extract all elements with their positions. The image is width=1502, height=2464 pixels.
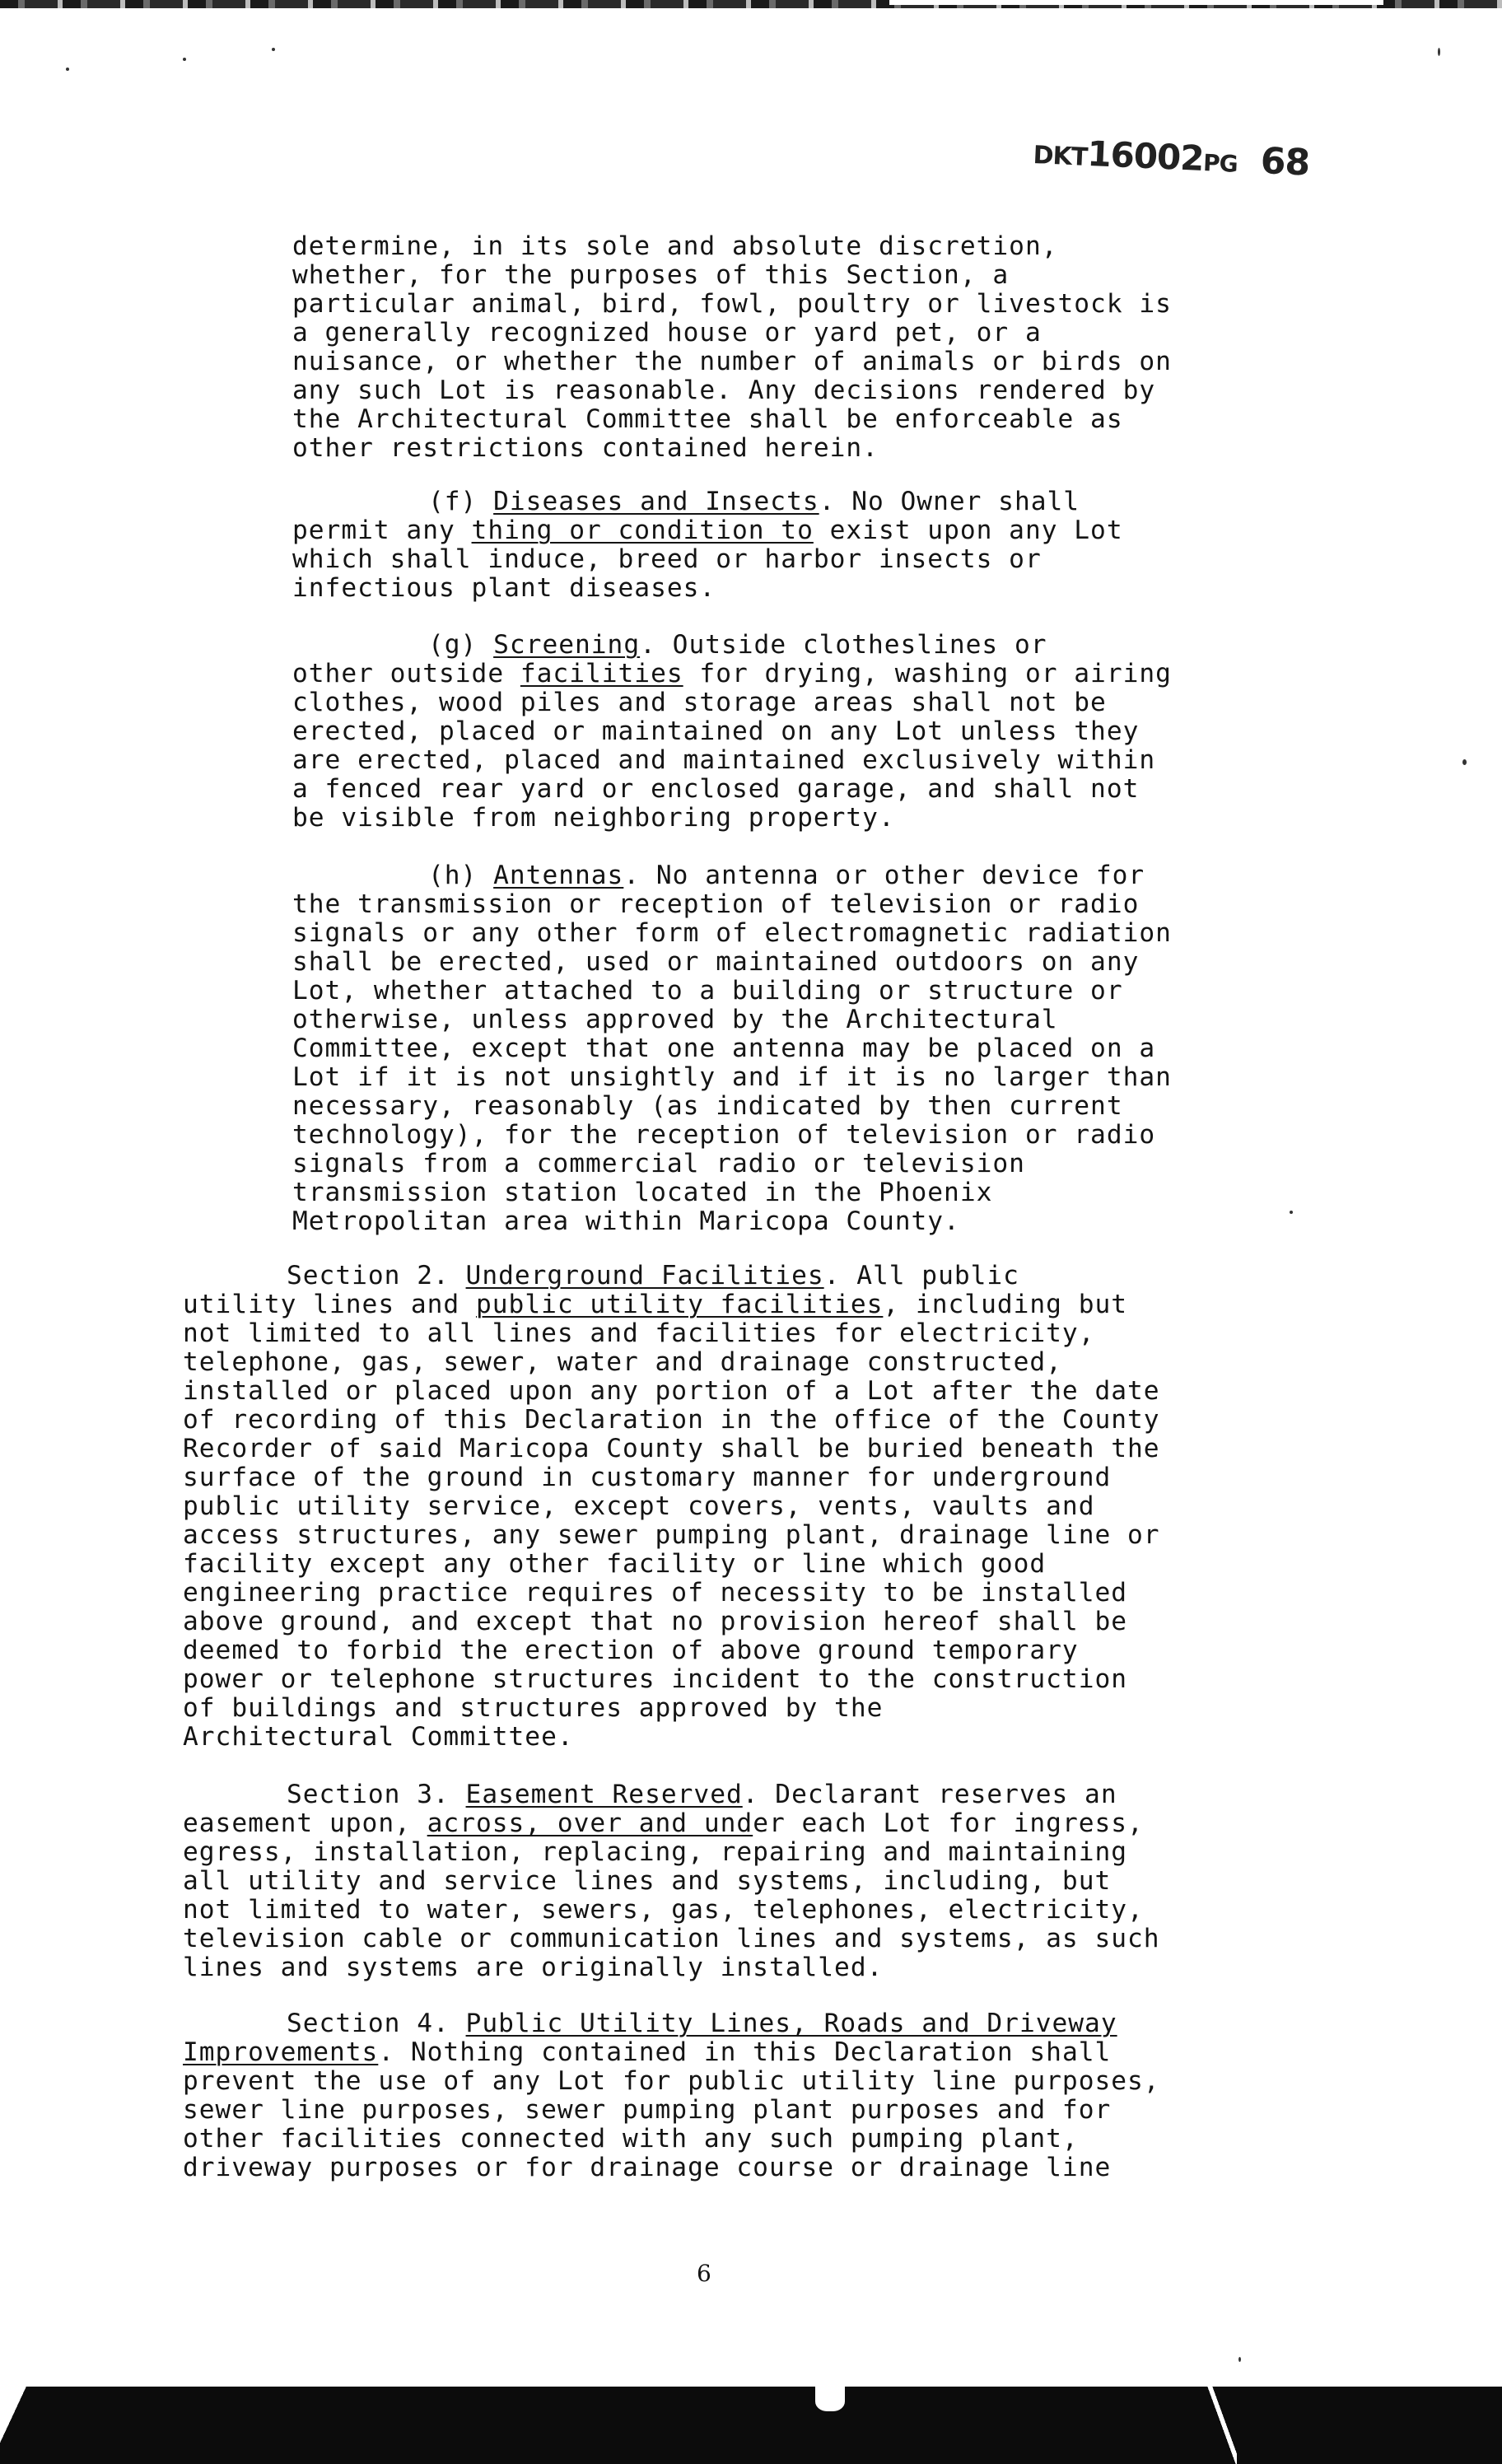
page-label: PG xyxy=(1202,149,1238,178)
page-number: 6 xyxy=(697,2260,711,2287)
text-line xyxy=(183,1550,1046,1579)
text-segment: particular animal, bird, fowl, poultry or livestock is xyxy=(292,289,1172,319)
text-segment: telephone, gas, sewer, water and drainage constructed, xyxy=(183,1347,1062,1377)
text-segment: signals or any other form of electromagnetic radiation xyxy=(292,918,1172,948)
text-line xyxy=(183,1406,1160,1435)
text-segment: Section 2. xyxy=(287,1261,466,1290)
text-segment: necessary, reasonably (as indicated by then current xyxy=(292,1091,1123,1121)
text-segment: Architectural Committee. xyxy=(183,1722,574,1752)
underlined-heading: Easement Reserved xyxy=(465,1780,743,1809)
text-segment: a generally recognized house or yard pet, or a xyxy=(292,318,1042,348)
text-line xyxy=(183,2154,1111,2182)
scan-speck xyxy=(66,68,69,71)
text-segment: . No antenna or other device for xyxy=(623,861,1145,890)
text-segment: television cable or communication lines and systems, as such xyxy=(183,1924,1160,1953)
text-segment: signals from a commercial radio or television xyxy=(292,1149,1025,1178)
text-line xyxy=(183,1694,883,1723)
text-segment: (f) xyxy=(428,487,494,516)
text-line xyxy=(292,890,1139,919)
text-line xyxy=(292,1063,1172,1092)
text-line xyxy=(183,1925,1160,1953)
scan-artifact xyxy=(815,2387,845,2411)
text-segment: . No Owner shall xyxy=(819,487,1080,516)
text-segment: not limited to water, sewers, gas, telephones, electricity, xyxy=(183,1895,1144,1925)
underlined-heading: Public Utility Lines, Roads and Driveway xyxy=(465,2009,1117,2038)
text-line xyxy=(292,746,1155,775)
underlined-heading: Screening xyxy=(493,630,641,660)
scan-speck xyxy=(1238,2357,1241,2362)
text-line xyxy=(292,319,1042,348)
text-line xyxy=(428,631,1047,660)
underlined-heading: Antennas xyxy=(493,861,624,890)
text-line xyxy=(183,1665,1127,1694)
text-line xyxy=(183,1809,1144,1838)
text-line xyxy=(292,977,1123,1006)
text-segment: other outside xyxy=(292,659,520,688)
text-line xyxy=(292,1178,992,1207)
text-segment: which shall induce, breed or harbor insects or xyxy=(292,544,1042,574)
text-line xyxy=(292,1150,1025,1178)
text-line xyxy=(292,574,716,603)
text-segment: power or telephone structures incident to the construction xyxy=(183,1664,1128,1694)
text-segment: transmission station located in the Phoenix xyxy=(292,1178,993,1207)
scan-artifact xyxy=(1204,2387,1237,2464)
text-line xyxy=(183,1521,1160,1550)
text-line xyxy=(183,1896,1144,1925)
text-line xyxy=(183,1953,883,1982)
text-segment: exist upon any Lot xyxy=(813,516,1123,545)
text-line xyxy=(292,434,879,463)
text-line xyxy=(183,2125,1079,2154)
scan-edge-gap xyxy=(889,0,1383,5)
text-segment: er each Lot for ingress, xyxy=(753,1808,1144,1838)
text-line xyxy=(428,861,1145,890)
text-segment: engineering practice requires of necessity to be installed xyxy=(183,1578,1128,1608)
text-line xyxy=(292,804,895,833)
text-line xyxy=(183,1636,1079,1665)
text-segment: easement upon, xyxy=(183,1808,427,1838)
text-line xyxy=(292,376,1155,405)
text-segment: for drying, washing or airing xyxy=(683,659,1172,688)
text-line xyxy=(292,1121,1155,1150)
docket-label: DKT xyxy=(1032,140,1088,172)
docket-number: 16002 xyxy=(1086,133,1205,179)
text-segment: prevent the use of any Lot for public utility line purposes, xyxy=(183,2066,1160,2096)
text-line xyxy=(183,2096,1111,2125)
text-line xyxy=(292,717,1139,746)
text-segment: shall be erected, used or maintained outdoors on any xyxy=(292,947,1140,977)
scan-edge-bottom xyxy=(0,2387,1502,2464)
scan-speck xyxy=(183,58,186,61)
text-segment: permit any xyxy=(292,516,472,545)
text-line xyxy=(183,1579,1127,1608)
text-line xyxy=(183,1463,1111,1492)
text-line xyxy=(183,1290,1127,1319)
scan-speck xyxy=(1462,759,1467,765)
text-line xyxy=(183,1348,1062,1377)
underlined-heading: across, over and und xyxy=(427,1808,753,1838)
text-segment: other restrictions contained herein. xyxy=(292,433,879,463)
recording-stamp xyxy=(1033,130,1310,184)
text-segment: technology), for the reception of television or radio xyxy=(292,1120,1156,1150)
text-segment: whether, for the purposes of this Section, a xyxy=(292,260,1010,290)
text-segment: Metropolitan area within Maricopa County. xyxy=(292,1206,960,1236)
text-line xyxy=(292,775,1139,804)
text-line xyxy=(183,2038,1111,2067)
text-line xyxy=(292,688,1107,717)
text-segment: Section 4. xyxy=(287,2009,466,2038)
text-segment: erected, placed or maintained on any Lot unless they xyxy=(292,716,1140,746)
text-segment: the Architectural Committee shall be enforceable as xyxy=(292,404,1123,434)
text-segment: installed or placed upon any portion of a Lot after the date xyxy=(183,1376,1160,1406)
underlined-heading: Improvements xyxy=(183,2037,379,2067)
text-segment: facility except any other facility or line which good xyxy=(183,1549,1047,1579)
text-line xyxy=(287,1262,1019,1290)
text-segment: Section 3. xyxy=(287,1780,466,1809)
text-segment: . Declarant reserves an xyxy=(742,1780,1117,1809)
text-segment: Lot, whether attached to a building or structure or xyxy=(292,976,1123,1006)
text-line xyxy=(287,1780,1117,1809)
text-segment: driveway purposes or for drainage course or drainage line xyxy=(183,2153,1112,2182)
text-line xyxy=(183,1867,1111,1896)
text-segment: any such Lot is reasonable. Any decisions rendered by xyxy=(292,376,1156,405)
scan-speck xyxy=(272,48,275,51)
text-segment: clothes, wood piles and storage areas shall not be xyxy=(292,688,1107,717)
scan-artifact xyxy=(0,2387,33,2464)
text-segment: public utility service, except covers, vents, vaults and xyxy=(183,1491,1095,1521)
text-line xyxy=(292,405,1123,434)
text-segment: of recording of this Declaration in the office of the County xyxy=(183,1405,1160,1435)
text-line xyxy=(292,290,1172,319)
text-segment: determine, in its sole and absolute discretion, xyxy=(292,231,1058,261)
text-segment: of buildings and structures approved by the xyxy=(183,1693,884,1723)
text-line xyxy=(292,261,1009,290)
text-segment: be visible from neighboring property. xyxy=(292,803,895,833)
underlined-heading: facilities xyxy=(520,659,683,688)
text-segment: deemed to forbid the erection of above ground temporary xyxy=(183,1636,1079,1665)
text-line xyxy=(428,488,1080,516)
text-segment: are erected, placed and maintained exclusively within xyxy=(292,745,1156,775)
text-line xyxy=(183,1838,1127,1867)
text-segment: lines and systems are originally installed. xyxy=(183,1953,884,1982)
text-segment: . All public xyxy=(823,1261,1019,1290)
text-segment: Lot if it is not unsightly and if it is no larger than xyxy=(292,1062,1172,1092)
text-line xyxy=(183,1492,1094,1521)
text-segment: nuisance, or whether the number of animals or birds on xyxy=(292,347,1172,376)
text-segment: otherwise, unless approved by the Architectural xyxy=(292,1005,1058,1034)
text-line xyxy=(183,1319,1094,1348)
text-segment: . Outside clotheslines or xyxy=(640,630,1047,660)
text-line xyxy=(287,2009,1117,2038)
text-segment: . Nothing contained in this Declaration shall xyxy=(378,2037,1112,2067)
text-line xyxy=(292,1207,960,1236)
underlined-heading: Underground Facilities xyxy=(465,1261,824,1290)
text-line xyxy=(292,948,1139,977)
text-line xyxy=(292,545,1042,574)
text-segment: Committee, except that one antenna may be placed on a xyxy=(292,1034,1156,1063)
text-segment: utility lines and xyxy=(183,1290,476,1319)
text-line xyxy=(292,1092,1123,1121)
text-segment: the transmission or reception of television or radio xyxy=(292,889,1140,919)
folio-number: 68 xyxy=(1259,140,1311,184)
text-segment: sewer line purposes, sewer pumping plant purposes and for xyxy=(183,2095,1112,2125)
text-line xyxy=(183,1723,574,1752)
text-segment: other facilities connected with any such pumping plant, xyxy=(183,2124,1079,2154)
text-segment: access structures, any sewer pumping plant, drainage line or xyxy=(183,1520,1160,1550)
underlined-heading: Diseases and Insects xyxy=(493,487,819,516)
text-segment: all utility and service lines and systems, including, but xyxy=(183,1866,1112,1896)
text-segment: (g) xyxy=(428,630,494,660)
text-line xyxy=(183,1608,1127,1636)
text-line xyxy=(292,919,1172,948)
text-segment: , including but xyxy=(883,1290,1128,1319)
text-segment: not limited to all lines and facilities for electricity, xyxy=(183,1318,1095,1348)
text-line xyxy=(183,1435,1160,1463)
text-line xyxy=(292,1006,1058,1034)
text-segment: a fenced rear yard or enclosed garage, and shall not xyxy=(292,774,1140,804)
text-segment: (h) xyxy=(428,861,494,890)
text-line xyxy=(292,660,1172,688)
text-segment: Recorder of said Maricopa County shall be buried beneath the xyxy=(183,1434,1160,1463)
text-line xyxy=(292,1034,1155,1063)
scan-speck xyxy=(1290,1211,1293,1214)
text-segment: infectious plant diseases. xyxy=(292,573,716,603)
text-segment: egress, installation, replacing, repairing and maintaining xyxy=(183,1837,1128,1867)
text-line xyxy=(292,348,1172,376)
text-line xyxy=(292,232,1058,261)
text-segment: above ground, and except that no provision hereof shall be xyxy=(183,1607,1128,1636)
scan-speck xyxy=(1438,48,1440,56)
underlined-heading: thing or condition to xyxy=(471,516,814,545)
underlined-heading: public utility facilities xyxy=(475,1290,884,1319)
text-line xyxy=(292,516,1123,545)
text-line xyxy=(183,1377,1160,1406)
text-segment: surface of the ground in customary manner for underground xyxy=(183,1463,1112,1492)
text-line xyxy=(183,2067,1160,2096)
